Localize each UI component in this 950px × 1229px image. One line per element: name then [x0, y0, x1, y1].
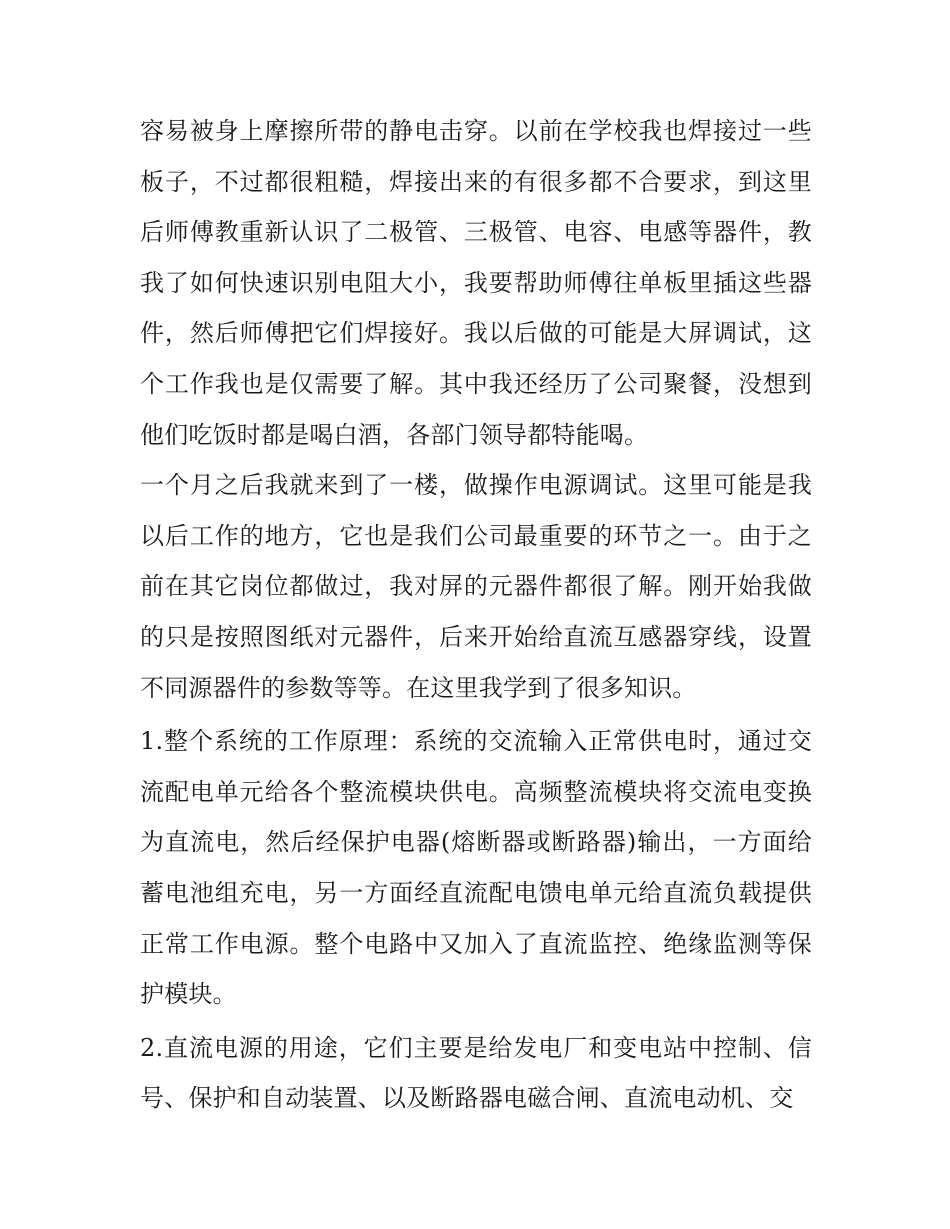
- paragraph-static-electricity: 容易被身上摩擦所带的静电击穿。以前在学校我也焊接过一些板子，不过都很粗糙，焊接出来的有很多都不合要求，到这里后师傅教重新认识了二极管、三极管、电容、电感等器件，教我了如何快速识别电阻大小，我要帮助师傅往单板里插这些器件，然后师傅把它们焊接好。我以后做的可能是大屏调试，这个工作我也是仅需要了解。其中我还经历了公司聚餐，没想到他们吃饭时都是喝白酒，各部门领导都特能喝。: [140, 117, 812, 449]
- body-text: [140, 106, 812, 1124]
- paragraph-dc-power-usage: 2.直流电源的用途，它们主要是给发电厂和变电站中控制、信号、保护和自动装置、以及断路器电磁合闸、直流电动机、交: [140, 1033, 812, 1113]
- paragraph-system-principle: 1.整个系统的工作原理：系统的交流输入正常供电时，通过交流配电单元给各个整流模块供电。高频整流模块将交流电变换为直流电，然后经保护电器(熔断器或断路器)输出，一方面给蓄电池组充电，另一方面经直流配电馈电单元给直流负载提供正常工作电源。整个电路中又加入了直流监控、绝缘监测等保护模块。: [140, 727, 812, 1009]
- paragraph-power-debugging: 一个月之后我就来到了一楼，做操作电源调试。这里可能是我以后工作的地方，它也是我们公司最重要的环节之一。由于之前在其它岗位都做过，我对屏的元器件都很了解。刚开始我做的只是按照图纸对元器件，后来开始给直流互感器穿线，设置不同源器件的参数等等。在这里我学到了很多知识。: [140, 471, 812, 702]
